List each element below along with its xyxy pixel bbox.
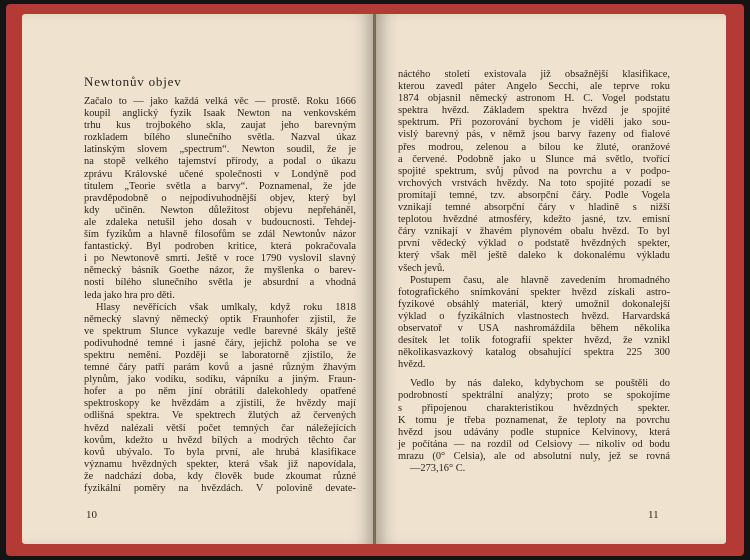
- text-line: —273,16° C.: [410, 463, 466, 474]
- text-line: který však měl ještě daleko k dokonalému výkladu: [398, 250, 670, 262]
- paragraph-gap: [398, 371, 670, 378]
- text-line: odlišná spektra. Ve spektrech žlutých až červených: [84, 410, 356, 422]
- text-line: je počítána — na rozdíl od Celsiovy — nikoliv od bodu: [398, 438, 670, 450]
- text-line: první vědecký výklad o podstatě hvězdných spekter,: [398, 238, 670, 250]
- text-line: mrazu (0° Celsia), ale od absolutní nuly, jež se rovná: [398, 450, 670, 462]
- text-line: podivuhodné temné i jasné čáry, jejichž poloha se ve: [84, 337, 356, 349]
- chapter-heading: Newtonův objev: [84, 74, 182, 89]
- text-line: desítek let tolik fotografií spekter hvězd, že vznikl: [398, 335, 670, 347]
- text-line: výklad o fyzikálních vlastnostech hvězd. Harvardská: [398, 310, 670, 322]
- text-line: přes modrou, zelenou a bílou ke žluté, oranžové: [398, 141, 670, 153]
- text-line: a červené. Podobně jako u Slunce má světlo, tvořící: [398, 153, 670, 165]
- text-line: zprávu Královské učené společnosti v Londýně pod: [84, 168, 356, 180]
- text-line: spektru nemění. Později se laboratorně zjistilo, že: [84, 349, 356, 361]
- text-line: na stopě velkého tajemství přírody, a podal o úkazu: [84, 156, 356, 168]
- text-line: observatoř v USA nashromáždila během několika: [398, 322, 670, 334]
- left-page-text: [84, 96, 356, 495]
- text-line: kterou zavedl páter Angelo Secchi, ale teprve roku: [398, 81, 670, 93]
- text-line: kdy učiněn. Newton důležitost objevu nepřeháněl,: [84, 204, 356, 216]
- text-line: K tomu je třeba poznamenat, že teploty na povrchu: [398, 414, 670, 426]
- page-number-left: 10: [86, 509, 97, 521]
- text-line: fotografického snímkování spekter hvězd získali astro-: [398, 286, 670, 298]
- text-line: rozkladem bílého slunečního světla. Nazval úkaz: [84, 132, 356, 144]
- text-line: významu hvězdných spekter, která však již napovídala,: [84, 458, 356, 470]
- text-line: pravděpodobně o nejpodivuhodnější objev, který byl: [84, 192, 356, 204]
- text-line: kovů ubývalo. To byla první, ale hrubá klasifikace: [84, 446, 356, 458]
- text-line: 1874 objasnil německý astronom H. C. Vogel podstatu: [398, 93, 670, 105]
- text-line: s připojenou charakteristikou hvězdných spekter.: [398, 402, 670, 414]
- text-line: Postupem času, ale hlavně zavedením hromadného: [410, 274, 670, 286]
- text-line: čáry vznikají v žhavém plynovém obalu hvězd. To byl: [398, 226, 670, 238]
- text-line: několikasvazkový katalog obsahující spektra 225 300: [398, 347, 670, 359]
- text-line: nosti bílého slunečního světla je absurdní a vhodná: [84, 277, 356, 289]
- text-line: teplotou hvězdné atmosféry, kdežto jasné, tzv. emisní: [398, 214, 670, 226]
- text-line: latinským slovem „spectrum“. Newton soudil, že je: [84, 144, 356, 156]
- text-line: hvězd nalézali větší počet temných čar náležejících: [84, 422, 356, 434]
- text-line: spektroskopy ke hvězdám a zjistili, že hvězdy mají: [84, 398, 356, 410]
- text-line: podrobností spektrální analýzy; proto se spokojíme: [398, 390, 670, 402]
- text-line: německý básník Goethe názor, že myšlenka o barev-: [84, 265, 356, 277]
- text-line: spektrum. Při pozorování bychom je viděli jako sou-: [398, 117, 670, 129]
- right-page-text: [398, 69, 670, 475]
- text-line: hofer a po něm jiní obrátili dalekohledy opatřené: [84, 386, 356, 398]
- text-line: hvězd.: [398, 359, 426, 371]
- text-line: i po Newtonově smrti. Ještě v roce 1790 vyslovil slavný: [84, 253, 356, 265]
- page-number-right: 11: [648, 509, 659, 521]
- text-line: koupil anglický fyzik Isaak Newton na venkovském: [84, 108, 356, 120]
- text-line: plynům, jako vodíku, sodíku, vápníku a jiným. Fraun-: [84, 374, 356, 386]
- text-line: Začalo to — jako každá velká věc — prostě. Roku 1666: [84, 96, 356, 107]
- text-line: ším fyzikům a hlavně filosofům se zdál Newtonův názor: [84, 229, 356, 241]
- text-line: kovům, kdežto u hvězd bílých a modrých těchto čar: [84, 434, 356, 446]
- text-line: spojité spektrum, svůj původ na povrchu a v podpo-: [398, 165, 670, 177]
- text-line: titulem „Teorie světla a barvy“. Poznamenal, že jde: [84, 180, 356, 192]
- text-line: fyzikové obsáhlý materiál, který umožnil dokonalejší: [398, 298, 670, 310]
- text-line: Hlasy nevěřících však umlkaly, když roku 1818: [96, 301, 356, 313]
- text-line: spektra hvězd. Základem spektra hvězd je spojité: [398, 105, 670, 117]
- text-line: německý slavný německý optik Fraunhofer zjistil, že: [84, 313, 356, 325]
- text-line: leda jako hra pro děti.: [84, 289, 175, 301]
- right-page: [376, 14, 726, 544]
- text-line: hvězd jsou udávány podle stupnice Kelvinovy, která: [398, 426, 670, 438]
- text-line: náctého století existovala již obsažnější klasifikace,: [398, 69, 670, 80]
- text-line: trhu kus trojbokého skla, zaujat jeho barevným: [84, 120, 356, 132]
- text-line: Vedlo by nás daleko, kdybychom se pouštěli do: [410, 378, 670, 390]
- text-line: ale zdaleka netušil jeho dosah v budoucnosti. Tehdej-: [84, 216, 356, 228]
- text-line: vrchových vrstvách hvězdy. Na toto spojité pozadí se: [398, 177, 670, 189]
- text-line: že nadchází doba, kdy člověk bude zkoumat různé: [84, 470, 356, 482]
- text-line: temné čáry patří parám kovů a jasné různým žhavým: [84, 362, 356, 374]
- text-line: promítají temné, tzv. absorpční čáry. Podle Vogela: [398, 189, 670, 201]
- text-line: ve spektrum Slunce vykazuje vedle barevné škály ještě: [84, 325, 356, 337]
- text-line: vznikají temné absorpční čáry v hladině s nižší: [398, 202, 670, 214]
- left-page: [22, 14, 374, 544]
- text-line: všech jevů.: [398, 262, 445, 274]
- text-line: fantastický. Byl podroben kritice, která pokračovala: [84, 241, 356, 253]
- text-line: fyzikální poměry na hvězdách. V polovině devate-: [84, 483, 356, 494]
- text-line: vislý barevný pás, v němž jsou barvy řazeny od fialové: [398, 129, 670, 141]
